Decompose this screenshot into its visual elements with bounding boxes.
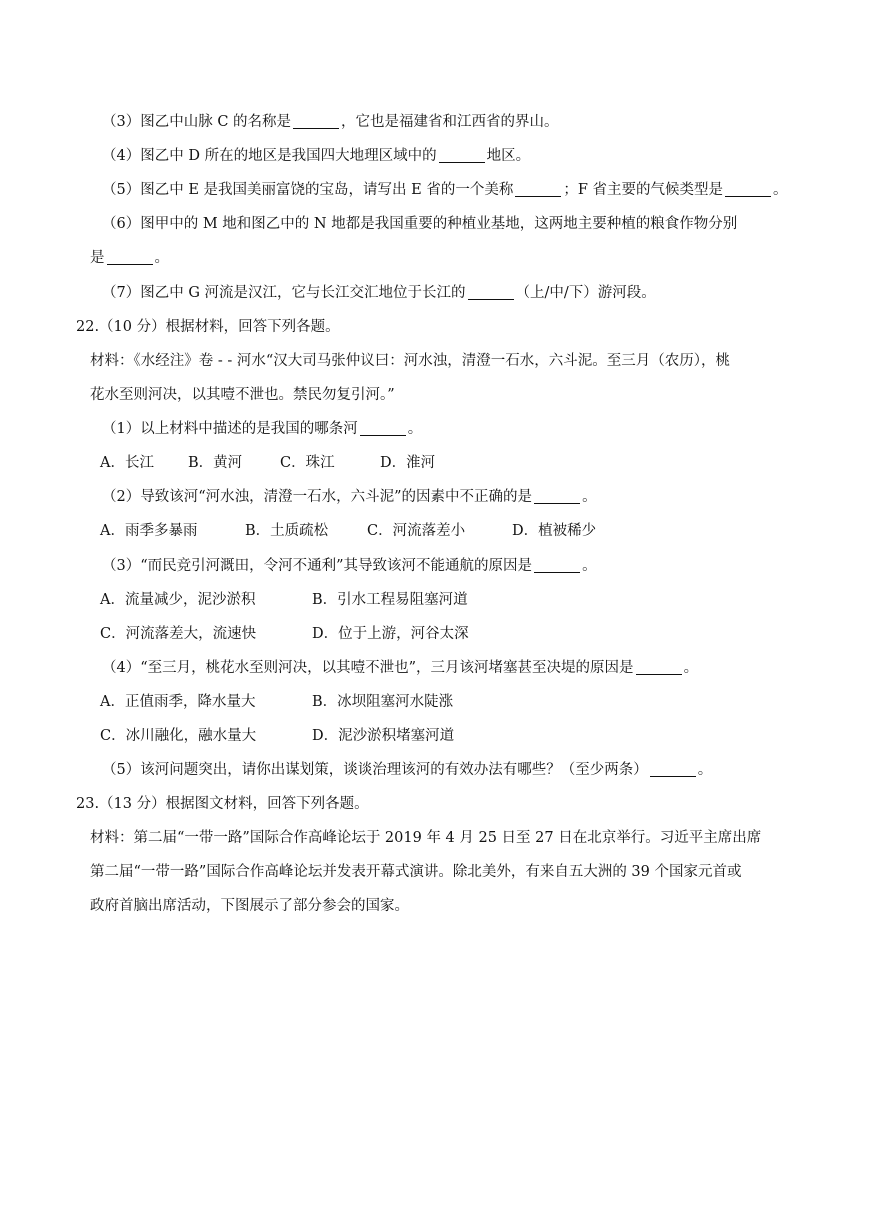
q22-sub5: （5）该河问题突出，请你出谋划策，谈谈治理该河的有效办法有哪些？（至少两条） 。 xyxy=(102,762,713,778)
q22-sub1: （1）以上材料中描述的是我国的哪条河 。 xyxy=(102,421,423,437)
option-d[interactable]: D．泥沙淤积堵塞河道 xyxy=(312,728,455,744)
q23-material-line1: 材料：第二届“一带一路”国际合作高峰论坛于 2019 年 4 月 25 日至 27 日在北京举行。习近平主席出席 xyxy=(90,830,762,846)
q22-material-line2: 花水至则河决，以其噎不泄也。禁民勿复引河。” xyxy=(90,387,395,403)
q21-part7: （7）图乙中 G 河流是汉江，它与长江交汇地位于长江的 （上/中/下）游河段。 xyxy=(102,285,656,301)
q22-sub4-options-row1 xyxy=(100,692,453,712)
answer-blank[interactable] xyxy=(439,161,485,163)
option-b[interactable]: B．黄河 xyxy=(188,455,243,471)
option-b[interactable]: B．土质疏松 xyxy=(245,523,329,539)
answer-blank[interactable] xyxy=(360,434,406,436)
option-c[interactable]: C．河流落差大，流速快 xyxy=(100,626,257,642)
q22-sub4-options-row2 xyxy=(100,726,454,746)
answer-blank[interactable] xyxy=(468,298,514,300)
option-c[interactable]: C．珠江 xyxy=(280,455,335,471)
answer-blank[interactable] xyxy=(650,775,696,777)
answer-blank[interactable] xyxy=(725,195,771,197)
q22-material-line1: 材料：《水经注》卷 - - 河水“汉大司马张仲议曰：河水浊，清澄一石水，六斗泥。至三月（农历），桃 xyxy=(90,353,731,369)
q22-sub3-options-row1 xyxy=(100,590,468,610)
q22-sub3-options-row2 xyxy=(100,624,469,644)
option-a[interactable]: A．长江 xyxy=(100,455,154,471)
option-c[interactable]: C．河流落差小 xyxy=(367,523,466,539)
q22-header: 22.（10 分）根据材料，回答下列各题。 xyxy=(76,319,340,335)
q23-header: 23.（13 分）根据图文材料，回答下列各题。 xyxy=(76,796,369,812)
answer-blank[interactable] xyxy=(534,571,580,573)
q22-sub2-options xyxy=(100,521,596,541)
q22-sub4: （4）“至三月，桃花水至则河决，以其噎不泄也”，三月该河堵塞甚至决堤的原因是 。 xyxy=(102,660,699,676)
answer-blank[interactable] xyxy=(293,127,339,129)
answer-blank[interactable] xyxy=(636,673,682,675)
q23-material-line3: 政府首脑出席活动，下图展示了部分参会的国家。 xyxy=(90,898,409,914)
option-b[interactable]: B．引水工程易阻塞河道 xyxy=(312,592,468,608)
option-a[interactable]: A．流量减少，泥沙淤积 xyxy=(100,592,256,608)
option-d[interactable]: D．植被稀少 xyxy=(512,523,597,539)
q22-sub2: （2）导致该河“河水浊，清澄一石水，六斗泥”的因素中不正确的是 。 xyxy=(102,489,597,505)
q21-part6-cont: 是 。 xyxy=(90,250,169,266)
answer-blank[interactable] xyxy=(534,502,580,504)
option-c[interactable]: C．冰川融化，融水量大 xyxy=(100,728,257,744)
q21-part4: （4）图乙中 D 所在的地区是我国四大地理区域中的 地区。 xyxy=(102,148,531,164)
q23-material-line2: 第二届“一带一路”国际合作高峰论坛并发表开幕式演讲。除北美外，有来自五大洲的 39 个国家元首或 xyxy=(90,864,742,880)
answer-blank[interactable] xyxy=(515,195,561,197)
q21-part6: （6）图甲中的 M 地和图乙中的 N 地都是我国重要的种植业基地，这两地主要种植的粮食作物分别 xyxy=(102,216,738,232)
q22-sub1-options xyxy=(100,453,435,473)
option-a[interactable]: A．正值雨季，降水量大 xyxy=(100,694,256,710)
option-a[interactable]: A．雨季多暴雨 xyxy=(100,523,198,539)
option-b[interactable]: B．冰坝阻塞河水陡涨 xyxy=(312,694,454,710)
q21-part3: （3）图乙中山脉 C 的名称是 ，它也是福建省和江西省的界山。 xyxy=(102,114,559,130)
q22-sub3: （3）“而民竞引河溉田，令河不通利”其导致该河不能通航的原因是 。 xyxy=(102,558,597,574)
q21-part5: （5）图乙中 E 是我国美丽富饶的宝岛，请写出 E 省的一个美称 ；F 省主要的气候类型是 。 xyxy=(102,182,788,198)
option-d[interactable]: D．位于上游，河谷太深 xyxy=(312,626,469,642)
answer-blank[interactable] xyxy=(107,263,153,265)
option-d[interactable]: D．淮河 xyxy=(380,455,436,471)
